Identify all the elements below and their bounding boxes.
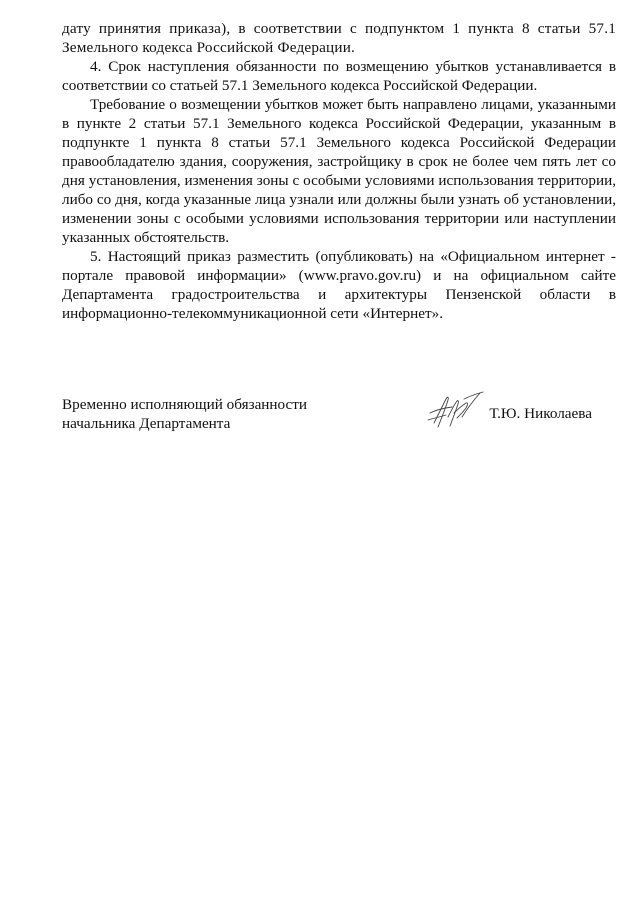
- paragraph-item-5: 5. Настоящий приказ разместить (опубликовать) на «Официальном интернет - портале правовой информации» (www.pravo.gov.ru) и на официальном сайте Департамента градостроительства и архитектуры Пензенской области в информационно-телекоммуникационной сети «Интернет».: [62, 248, 616, 322]
- signer-title-line-2: начальника Департамента: [62, 415, 231, 432]
- signature-block: [62, 395, 616, 445]
- paragraph-continuation: дату принятия приказа), в соответствии с подпунктом 1 пункта 8 статьи 57.1 Земельного кодекса Российской Федерации.: [62, 20, 616, 56]
- handwritten-signature-icon: [420, 387, 492, 435]
- signer-name: Т.Ю. Николаева: [489, 405, 592, 422]
- signer-title: [62, 395, 362, 433]
- signer-title-line-1: Временно исполняющий обязанности: [62, 396, 308, 413]
- paragraph-claim: Требование о возмещении убытков может быть направлено лицами, указанными в пункте 2 статьи 57.1 Земельного кодекса Российской Федерации, указанным в подпункте 1 пункта 8 статьи 57.1 Земельного кодекса Российской Федерации правообладателю здания, сооружения, застройщику в срок не более чем пять лет со дня установления, изменения зоны с особыми условиями использования территории, либо со дня, когда указанные лица узнали или должны были узнать об установлении, изменении зоны с особыми условиями использования территории или наступлении указанных обстоятельств.: [62, 96, 616, 246]
- paragraph-item-4: 4. Срок наступления обязанности по возмещению убытков устанавливается в соответствии со статьей 57.1 Земельного кодекса Российской Федерации.: [62, 58, 616, 94]
- document-body: [62, 19, 616, 323]
